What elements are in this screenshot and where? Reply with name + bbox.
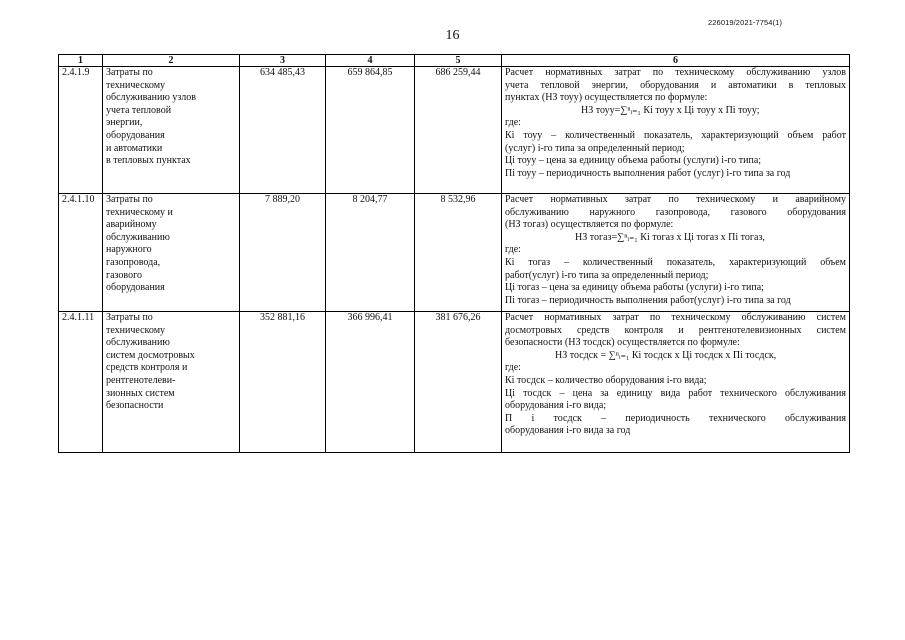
value-col3: 7 889,20 [240, 194, 326, 312]
description-line: Цi тогаз – цена за единицу объема работы (услуги) i-го типа; [505, 282, 764, 294]
description-line: Расчет нормативных затрат по техническому обслуживанию систем [505, 312, 846, 323]
item-description [502, 67, 850, 194]
description-line: безопасности (НЗ тосдск) осуществляется по формуле: [505, 337, 740, 349]
column-header: 6 [502, 55, 850, 67]
value-col5: 381 676,26 [415, 312, 502, 453]
column-header: 1 [59, 55, 103, 67]
document-reference: 226019/2021-7754(1) [708, 18, 783, 27]
formula: НЗ тогаз=∑ⁿᵢ₌₁ Кi тогаз х Цi тогаз х Пi тогаз, [575, 231, 765, 243]
item-name-line: систем досмотровых [106, 349, 195, 361]
description-line: где: [505, 244, 521, 256]
value-col4: 659 864,85 [326, 67, 415, 194]
item-number: 2.4.1.11 [59, 312, 103, 453]
column-header: 3 [240, 55, 326, 67]
item-name-line: оборудования [106, 282, 165, 294]
item-description [502, 312, 850, 453]
item-number: 2.4.1.10 [59, 194, 103, 312]
description-line: Цi тоуу – цена за единицу объема работы (услуги) i-го типа; [505, 155, 762, 167]
item-name [103, 194, 240, 312]
table-row [59, 312, 850, 453]
item-name-line: обслуживанию узлов [106, 92, 197, 104]
item-name-line: в тепловых пунктах [106, 155, 191, 167]
item-name-line: техническому [106, 324, 166, 336]
item-description [502, 194, 850, 312]
description-line: пунктах (НЗ тоуу) осуществляется по формуле: [505, 92, 708, 104]
table-row [59, 194, 850, 312]
description-line: Пi тоуу – периодичность выполнения работ (услуг) i-го типа за год [505, 167, 791, 179]
item-name-line: техническому [106, 79, 166, 91]
formula: НЗ тосдск = ∑ⁿᵢ₌₁ Кi тосдск х Цi тосдск х Пi тосдск, [555, 349, 777, 361]
item-name-line: энергии, [106, 117, 143, 129]
cost-table [58, 54, 850, 453]
description-line: учета тепловой энергии, оборудования и автоматики в тепловых [505, 79, 846, 91]
column-header: 4 [326, 55, 415, 67]
description-line: П i тосдск – периодичность технического обслуживания [505, 412, 846, 424]
item-name-line: рентгенотелеви- [106, 374, 176, 386]
item-name-line: оборудования [106, 129, 165, 141]
value-col3: 352 881,16 [240, 312, 326, 453]
value-col5: 686 259,44 [415, 67, 502, 194]
item-name [103, 67, 240, 194]
value-col4: 366 996,41 [326, 312, 415, 453]
item-name-line: техническому и [106, 206, 173, 218]
description-line: работ(услуг) i-го типа за определенный период; [505, 269, 709, 281]
description-line: досмотровых средств контроля и рентгенотелевизионных систем [505, 324, 846, 336]
description-line: где: [505, 362, 521, 374]
item-name-line: обслуживанию [106, 231, 170, 243]
column-header: 5 [415, 55, 502, 67]
item-name-line: средств контроля и [106, 362, 188, 374]
description-line: Цi тосдск – цена за единицу вида работ технического обслуживания [505, 387, 846, 399]
description-line: Пi тогаз – периодичность выполнения работ(услуг) i-го типа за год [505, 294, 791, 306]
description-line: Кi тоуу – количественный показатель, характеризующий объем работ [505, 129, 846, 141]
description-line: обслуживанию наружного газопровода, газового оборудования [505, 206, 846, 218]
value-col3: 634 485,43 [240, 67, 326, 194]
item-name-line: учета тепловой [106, 104, 172, 116]
description-line: где: [505, 117, 521, 129]
item-name-line: Затраты по [106, 67, 153, 78]
page-number: 16 [445, 28, 460, 43]
item-name-line: аварийному [106, 219, 157, 231]
item-name-line: безопасности [106, 400, 164, 412]
description-line: оборудования i-го вида за год [505, 425, 631, 437]
value-col5: 8 532,96 [415, 194, 502, 312]
description-line: Кi тогаз – количественный показатель, характеризующий объем [505, 256, 846, 268]
description-line: Расчет нормативных затрат по техническому обслуживанию узлов [505, 67, 846, 78]
item-name-line: Затраты по [106, 194, 153, 205]
formula: НЗ тоуу=∑ⁿᵢ₌₁ Кi тоуу х Цi тоуу х Пi тоуу; [581, 104, 760, 116]
item-name-line: обслуживанию [106, 337, 170, 349]
item-name-line: и автоматики [106, 142, 163, 154]
item-name [103, 312, 240, 453]
item-name-line: газопровода, [106, 256, 161, 268]
description-line: Расчет нормативных затрат по техническому и аварийному [505, 194, 846, 205]
description-line: (НЗ тогаз) осуществляется по формуле: [505, 219, 674, 231]
description-line: Кi тосдск – количество оборудования i-го вида; [505, 374, 707, 386]
table-row [59, 67, 850, 194]
item-name-line: наружного [106, 244, 152, 256]
description-line: (услуг) i-го типа за определенный период; [505, 142, 685, 154]
column-header: 2 [103, 55, 240, 67]
item-name-line: газового [106, 269, 142, 281]
description-line: оборудования i-го вида; [505, 400, 607, 412]
item-name-line: зионных систем [106, 387, 175, 399]
item-number: 2.4.1.9 [59, 67, 103, 194]
item-name-line: Затраты по [106, 312, 153, 323]
table-header-row [59, 55, 850, 67]
value-col4: 8 204,77 [326, 194, 415, 312]
